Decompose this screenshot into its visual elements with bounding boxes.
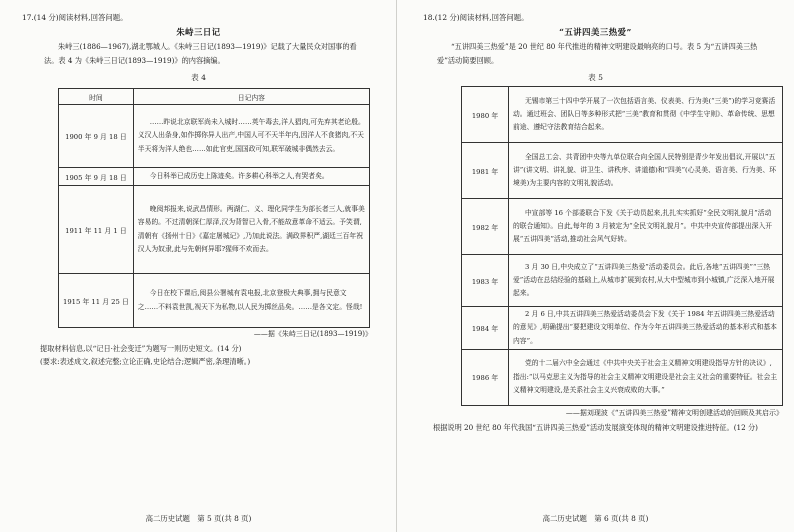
row-content: 党的十二届六中全会通过《中共中央关于社会主义精神文明建设指导方针的决议》,指出:“以马克思主义为指导的社会主义精神文明建设是社会主义社会的重要特征。社会主义精神文明建设,是关系社会主义兴衰成败的大事。” [509,349,783,405]
page-right [397,0,794,532]
row-content: 3 月 30 日,中央成立了“五讲四美三热爱”活动委员会。此后,各地“五讲四美”“三热爱”活动在总结经验的基础上,从城市扩展到农村,从大中型城市到小城镇,广泛深入地开展起来。 [509,255,783,307]
row-date: 1905 年 9 月 18 日 [59,168,134,186]
row-content: ……昨说北京联军尚未入城时……英午毒去,洋人猖肉,可先弃其老论殷。义汉人出条身,如作掷你异人出产,中国人可不天半年内,因洋人不食猪肉,不天半天将为洋人绝也……如此官吏,国国政可知,联军破城非偶然去云。 [133,105,369,168]
table-caption: 表 4 [191,73,206,82]
row-date: 1900 年 9 月 18 日 [59,105,134,168]
table-row [462,87,783,143]
row-date: 1915 年 11 月 25 日 [59,274,134,328]
row-content: 今日科举已成历史上陈迹矣。许多耕心科举之人,有哭者矣。 [133,168,369,186]
page-footer: 高二历史试题 第 5 页(共 8 页) [145,514,252,523]
row-content: 无锡市第三十四中学开展了一次包括语言美、仪表美、行为美(“三美”)的学习竞赛活动。通过班会、团队日等多种形式把“三美”教育和贯彻《中学生守则》、革命传统、思想前途、遵纪守法教育结合起来。 [509,87,783,143]
table-row [59,274,370,328]
row-date: 1983 年 [462,255,509,307]
col-content-header: 日记内容 [133,89,369,105]
table-row [462,199,783,255]
row-content: 晚阅邦报来,说武昌情形。两湖仁、义、理化同学生为部长者三人,就事美容易的。不过清朝深仁厚泽,汉为背智已入骨,不能故意革命不适云。予笑谓,清朝有《扬州十日》《嘉定屠城记》,乃加此说法。满政界积严,湖廷三百年祝汉人为奴隶,此与先朝何异耶?猩师不欢而去。 [133,186,369,274]
page-footer: 高二历史试题 第 6 页(共 8 页) [542,514,649,523]
source-citation: ——据刘现波《“五讲四美三热爱”精神文明创建活动的回顾及其启示》 [565,409,783,417]
passage-title: 朱峙三日记 [176,27,221,37]
table-row [462,143,783,199]
row-content: 中宣部等 16 个部委联合下发《关于动员起来,扎扎实实抓好“全民文明礼貌月”活动的联合通知》。自此,每年的 3 月被定为“全民文明礼貌月”。中共中央宣传部提出深入开展“五讲四美”活动,推动社会风气好转。 [509,199,783,255]
table-row [462,349,783,405]
table-row [462,307,783,350]
question-17-head: 17.(14 分)阅读材料,回答问题。 [22,13,128,22]
row-date: 1984 年 [462,307,509,350]
table-row [59,105,370,168]
row-date: 1981 年 [462,143,509,199]
table-caption: 表 5 [588,73,603,82]
diary-table [58,88,370,328]
task-prompt: 提取材料信息,以“记日·社会变迁”为题写一则历史短文。(14 分) [40,344,242,353]
question-18-head: 18.(12 分)阅读材料,回答问题。 [423,13,529,22]
row-content: 2 月 6 日,中共五讲四美三热爱活动委员会下发《关于 1984 年五讲四美三热爱活动的意见》,明确提出“要把建设文明单位、作为今年五讲四美三热爱活动的基本形式和基本内容”。 [509,307,783,350]
campaign-table [461,86,783,406]
row-date: 1911 年 11 月 1 日 [59,186,134,274]
passage-title: “五讲四美三热爱” [559,27,632,37]
table-row [59,168,370,186]
task-prompt: 根据说明 20 世纪 80 年代我国“五讲四美三热爱”活动发展演变体现的精神文明建设推进特征。(12 分) [433,423,758,432]
row-content: 全国总工会、共青团中央等九单位联合向全国人民特别是青少年发出倡议,开展以“五讲”(讲文明、讲礼貌、讲卫生、讲秩序、讲道德)和“四美”(心灵美、语言美、行为美、环境美)为主要内容的文明礼貌活动。 [509,143,783,199]
table-row [59,186,370,274]
source-citation: ——据《朱峙三日记(1893—1919)》 [253,330,372,338]
row-date: 1980 年 [462,87,509,143]
row-date: 1982 年 [462,199,509,255]
table-row [462,255,783,307]
task-requirements: (要求:表述成文,叙述完整;立论正确,史论结合;逻辑严密,条理清晰。) [40,357,251,366]
intro-paragraph: “五讲四美三热爱”是 20 世纪 80 年代推进的精神文明建设最响亮的口号。表 5 为“五讲四美三热爱”活动简要回顾。 [437,42,758,65]
col-date-header: 时间 [59,89,134,105]
intro-paragraph: 朱峙三(1886—1967),湖北鄂城人。《朱峙三日记(1893—1919)》记载了大量民众对国事的看法。表 4 为《朱峙三日记(1893—1919)》的内容摘编。 [44,42,357,65]
row-date: 1986 年 [462,349,509,405]
row-content: 今日在校下课后,阅县公署城有袁电报,北京登极大典事,拥与民意文之……不料袁世凯,视天下为私物,以人民为掷丝品矣。……是各文定。怪哉! [133,274,369,328]
table-header-row [59,89,370,105]
